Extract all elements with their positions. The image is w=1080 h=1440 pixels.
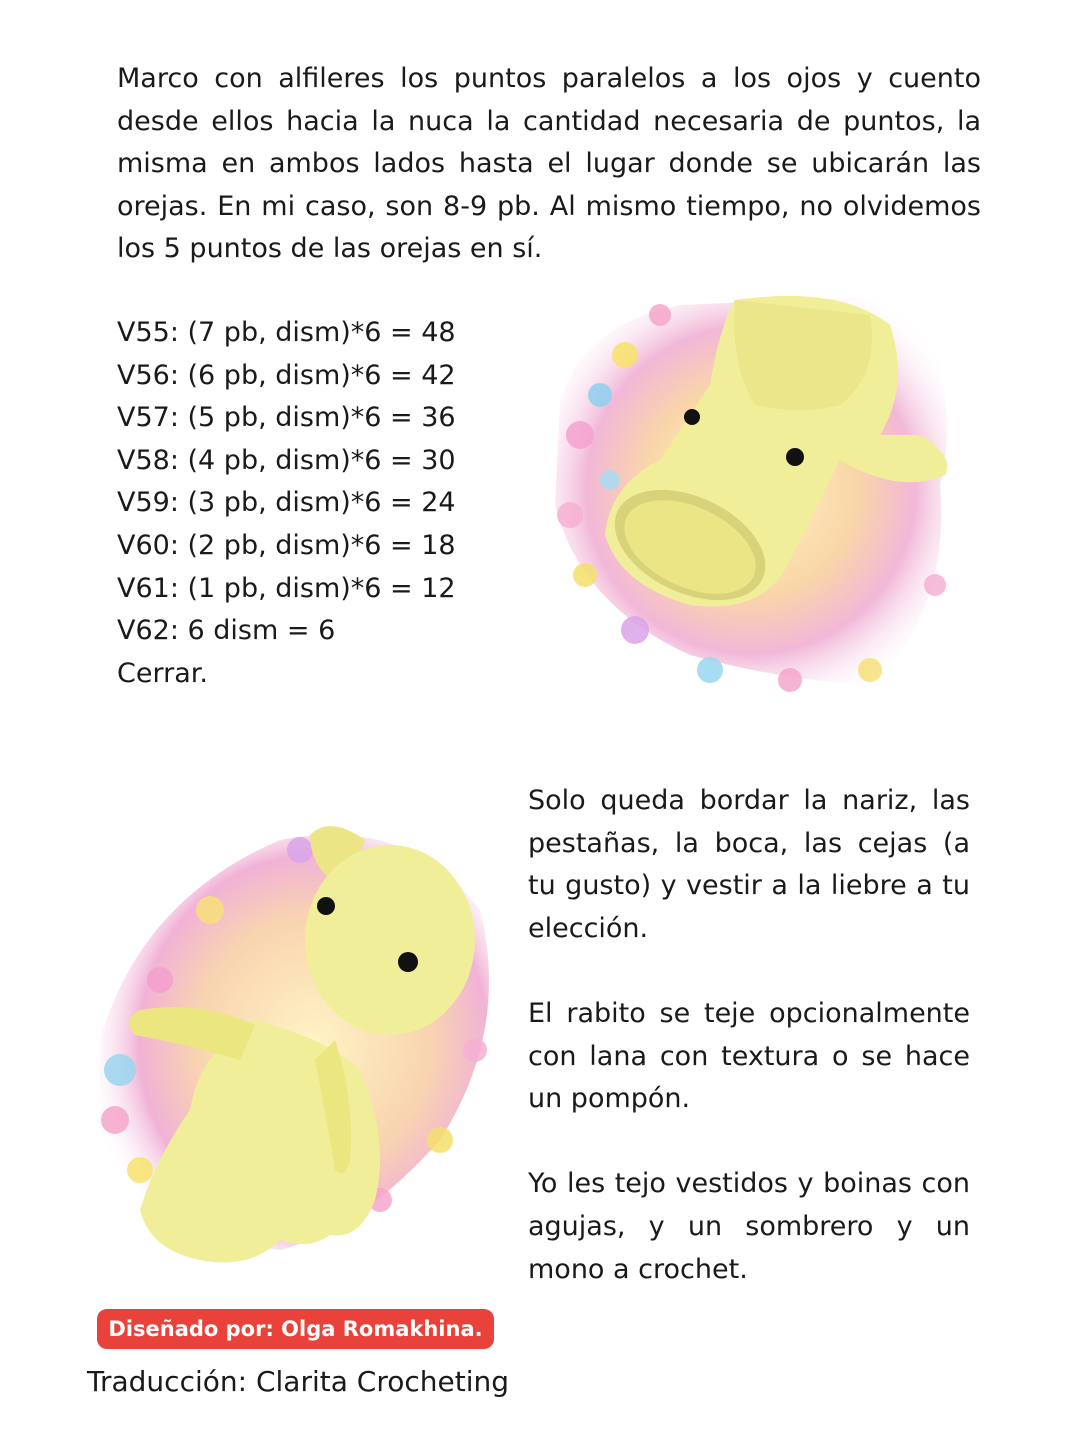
note-paragraph: Solo queda bordar la nariz, las pestañas, la boca, las cejas (a tu gusto) y vestir a la liebre a tu elección. xyxy=(528,785,970,944)
eye xyxy=(786,448,804,466)
intro-paragraph: Marco con alfileres los puntos paralelos a los ojos y cuento desde ellos hacia la nuca la cantidad necesaria de puntos, la misma en ambos lados hasta el lugar donde se ubicarán las orejas. En mi caso, son 8-9 pb. Al mismo tiempo, no olvidemos los 5 puntos de las orejas en sí. xyxy=(117,63,981,264)
round-item: V60: (2 pb, dism)*6 = 18 xyxy=(117,529,456,561)
round-item: V59: (3 pb, dism)*6 = 24 xyxy=(117,487,456,519)
round-item: V56: (6 pb, dism)*6 = 42 xyxy=(117,359,456,391)
note-paragraph: Yo les tejo vestidos y boinas con agujas, y un sombrero y un mono a crochet. xyxy=(528,1168,970,1285)
round-item: Cerrar. xyxy=(117,657,208,689)
eye xyxy=(398,952,418,972)
round-item: V62: 6 dism = 6 xyxy=(117,615,336,647)
head xyxy=(305,845,475,1035)
round-item: V58: (4 pb, dism)*6 = 30 xyxy=(117,444,456,476)
bunny-head-photo xyxy=(540,285,960,705)
translation-credit: Traducción: Clarita Crocheting xyxy=(87,1365,509,1398)
note-paragraph: El rabito se teje opcionalmente con lana con textura o se hace un pompón. xyxy=(528,997,970,1115)
round-item: V61: (1 pb, dism)*6 = 12 xyxy=(117,572,456,604)
round-item: V55: (7 pb, dism)*6 = 48 xyxy=(117,317,456,348)
rounds-list xyxy=(117,312,517,695)
finishing-notes xyxy=(528,780,970,1334)
round-item: V57: (5 pb, dism)*6 = 36 xyxy=(117,402,456,434)
eye xyxy=(317,897,335,915)
designer-badge: Diseñado por: Olga Romakhina. xyxy=(97,1309,494,1349)
bunny-full-photo xyxy=(80,810,510,1290)
eye xyxy=(684,409,700,425)
